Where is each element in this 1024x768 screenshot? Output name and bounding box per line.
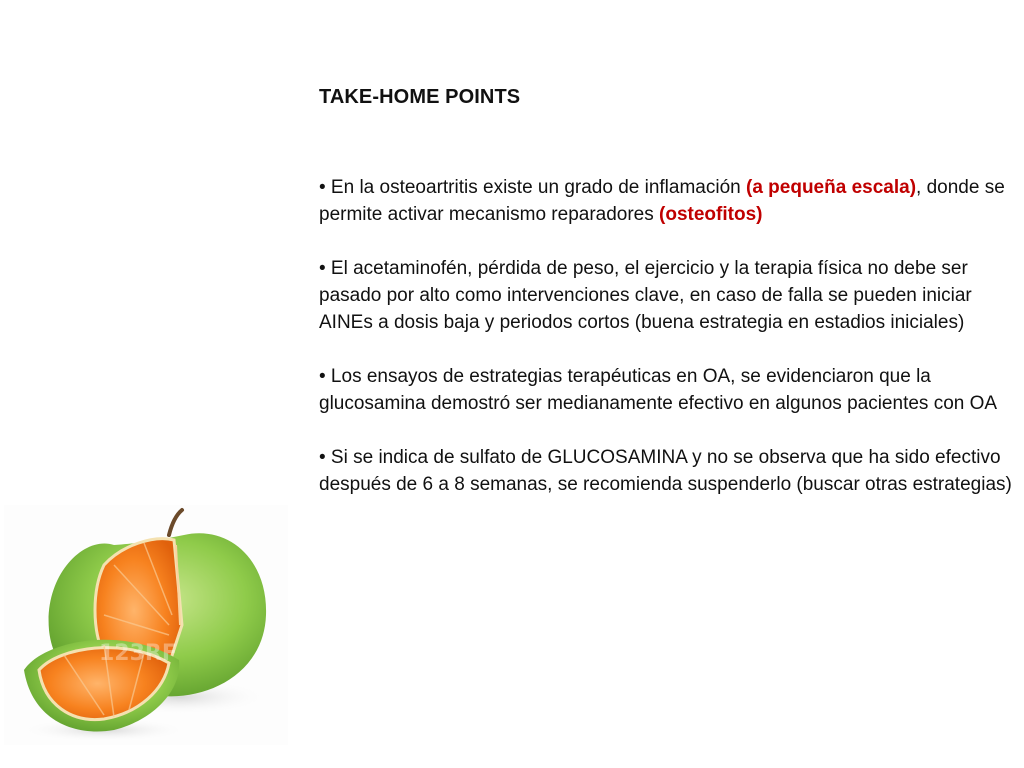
bullet-text: Los ensayos de estrategias terapéuticas en OA, se evidenciaron que la glucosamina demostró ser medianamente efectivo en algunos pacientes con OA bbox=[319, 366, 998, 414]
apple-orange-hybrid-icon bbox=[4, 505, 288, 745]
bullet-marker: • bbox=[319, 447, 326, 468]
bullet-item-4 bbox=[319, 444, 1019, 498]
bullet-marker: • bbox=[319, 258, 326, 279]
bullet-text: Si se indica de sulfato de GLUCOSAMINA y no se observa que ha sido efectivo después de 6 a 8 semanas, se recomienda suspenderlo (buscar otras estrategias) bbox=[319, 447, 1012, 495]
apple-orange-image bbox=[4, 505, 288, 745]
bullet-text: , donde se permite activar mecanismo reparadores bbox=[319, 177, 1005, 225]
slide-title: TAKE-HOME POINTS bbox=[319, 86, 521, 108]
bullet-marker: • bbox=[319, 177, 326, 198]
bullet-item-1 bbox=[319, 174, 1019, 228]
watermark-text: 123RF bbox=[99, 641, 177, 666]
bullet-item-2 bbox=[319, 255, 1019, 336]
bullet-list bbox=[319, 174, 1019, 525]
bullet-item-3 bbox=[319, 363, 1019, 417]
bullet-text: En la osteoartritis existe un grado de inflamación bbox=[325, 177, 746, 198]
highlight-text: (a pequeña escala) bbox=[746, 177, 917, 198]
highlight-text: (osteofitos) bbox=[659, 204, 763, 225]
bullet-text: El acetaminofén, pérdida de peso, el ejercicio y la terapia física no debe ser pasado por alto como intervenciones clave, en caso de falla se pueden iniciar AINEs a dosis baja y periodos cortos (buena estrategia en estadios iniciales) bbox=[319, 258, 972, 333]
bullet-marker: • bbox=[319, 366, 326, 387]
